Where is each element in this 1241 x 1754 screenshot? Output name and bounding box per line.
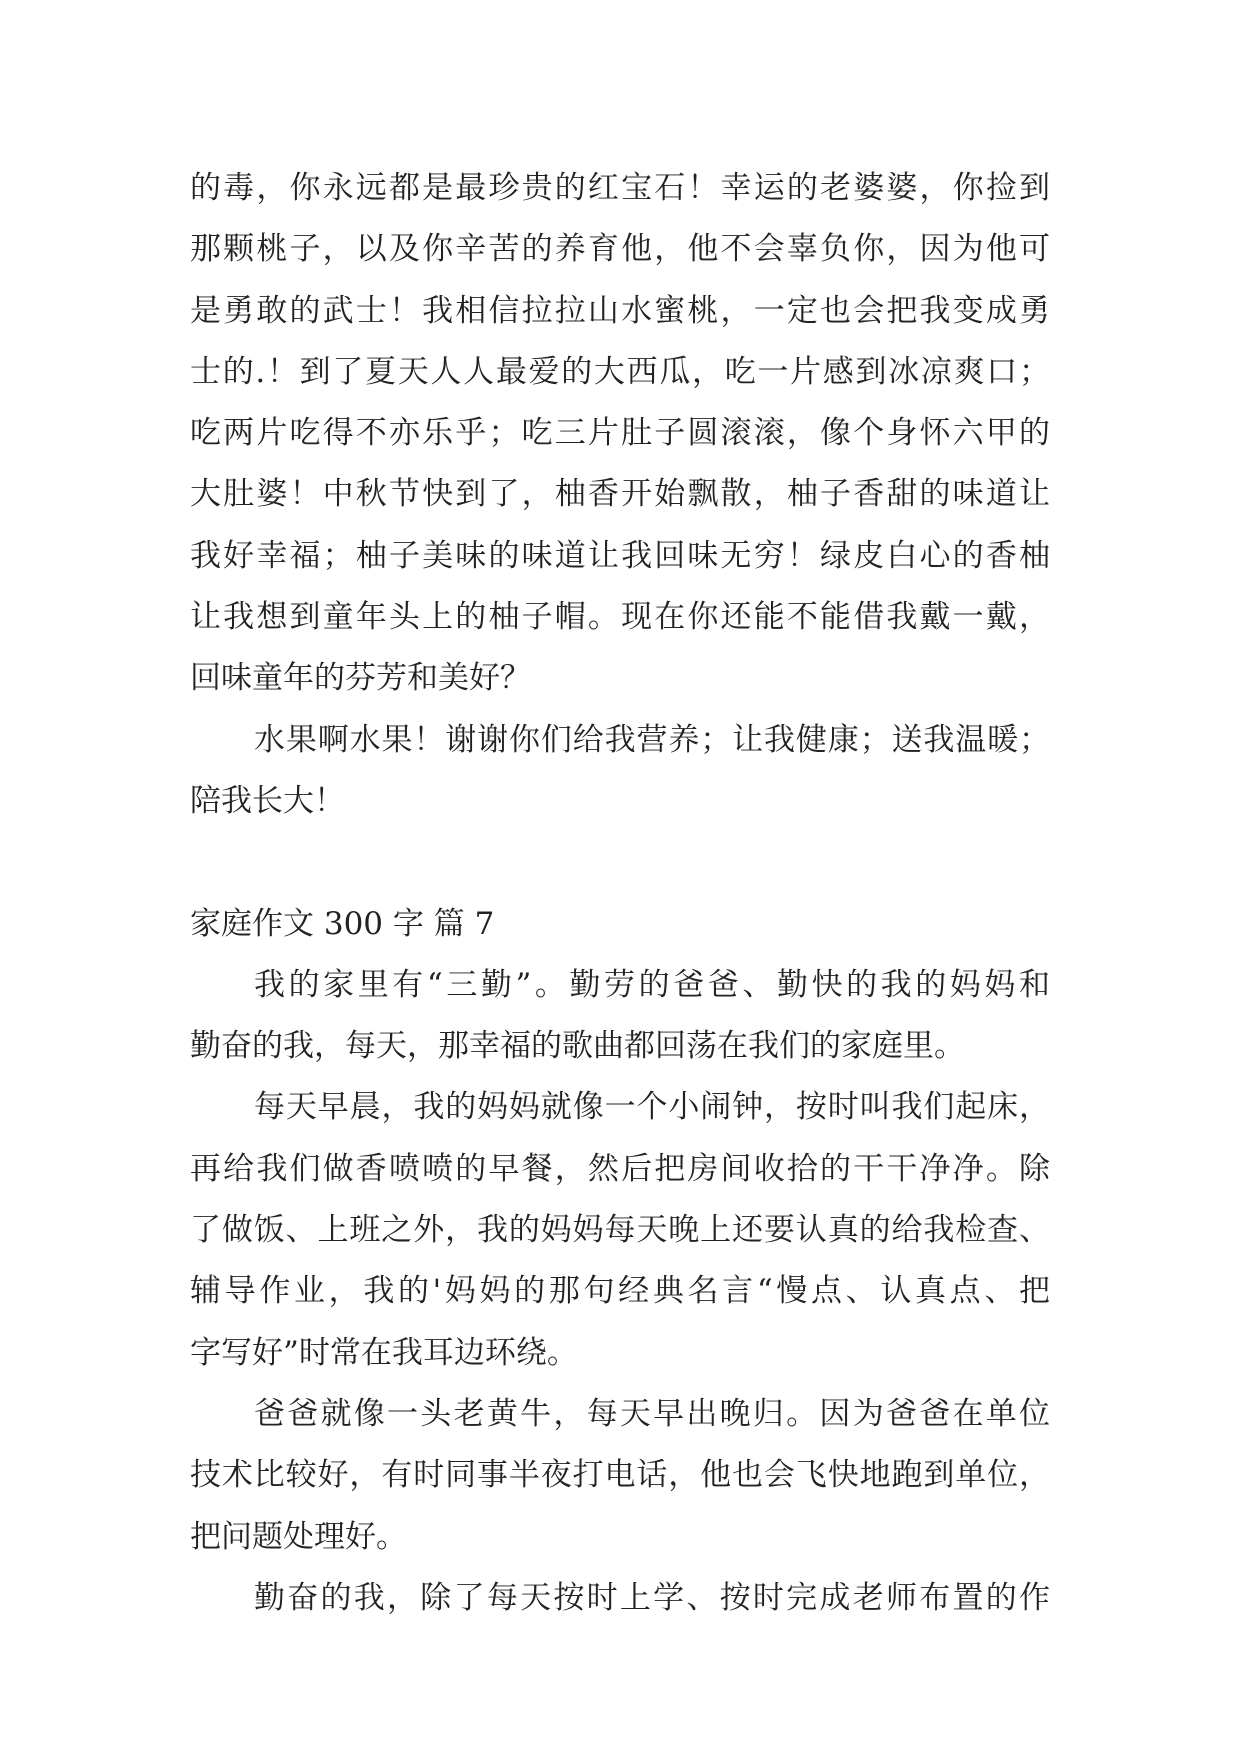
text-line: 勤奋的我，每天，那幸福的歌曲都回荡在我们的家庭里。 xyxy=(190,1028,965,1065)
text-line: 把问题处理好。 xyxy=(190,1518,407,1555)
text-line: 每天早晨，我的妈妈就像一个小闹钟，按时叫我们起床， xyxy=(254,1089,1050,1126)
text-line: 那颗桃子，以及你辛苦的养育他，他不会辜负你，因为他可 xyxy=(190,231,1050,268)
text-line: 字写好”时常在我耳边环绕。 xyxy=(190,1334,578,1371)
section-heading: 家庭作文 300 字 篇 7 xyxy=(190,905,495,942)
text-line: 回味童年的芬芳和美好？ xyxy=(190,660,531,697)
text-line: 爸爸就像一头老黄牛，每天早出晚归。因为爸爸在单位 xyxy=(254,1395,1050,1432)
paragraph-father xyxy=(190,1384,1050,1568)
text-line: 勤奋的我，除了每天按时上学、按时完成老师布置的作 xyxy=(254,1579,1050,1616)
text-line: 技术比较好，有时同事半夜打电话，他也会飞快地跑到单位， xyxy=(190,1457,1050,1494)
text-line: 水果啊水果！谢谢你们给我营养；让我健康；送我温暖； xyxy=(254,721,1050,758)
paragraph-family-intro xyxy=(190,955,1050,1078)
text-line: 再给我们做香喷喷的早餐，然后把房间收拾的干干净净。除 xyxy=(190,1150,1050,1187)
text-line: 是勇敢的武士！我相信拉拉山水蜜桃，一定也会把我变成勇 xyxy=(190,292,1050,329)
paragraph-fruit-continued xyxy=(190,158,1050,710)
paragraph-self xyxy=(190,1568,1050,1629)
text-line: 吃两片吃得不亦乐乎；吃三片肚子圆滚滚，像个身怀六甲的 xyxy=(190,415,1050,452)
document-body xyxy=(190,158,1050,1629)
text-line: 的毒，你永远都是最珍贵的红宝石！幸运的老婆婆，你捡到 xyxy=(190,170,1050,206)
text-line: 了做饭、上班之外，我的妈妈每天晚上还要认真的给我检查、 xyxy=(190,1212,1050,1249)
text-line: 大肚婆！中秋节快到了，柚香开始飘散，柚子香甜的味道让 xyxy=(190,476,1050,513)
text-line: 陪我长大！ xyxy=(190,782,345,819)
text-line: 辅导作业，我的'妈妈的那句经典名言“慢点、认真点、把 xyxy=(190,1273,1050,1310)
text-line: 我的家里有“三勤”。勤劳的爸爸、勤快的我的妈妈和 xyxy=(254,966,1050,1003)
paragraph-fruit-closing xyxy=(190,710,1050,833)
text-line: 士的.！到了夏天人人最爱的大西瓜，吃一片感到冰凉爽口； xyxy=(190,353,1050,390)
text-line: 我好幸福；柚子美味的味道让我回味无穷！绿皮白心的香柚 xyxy=(190,537,1050,574)
text-line: 让我想到童年头上的柚子帽。现在你还能不能借我戴一戴， xyxy=(190,599,1050,636)
paragraph-mother xyxy=(190,1077,1050,1383)
